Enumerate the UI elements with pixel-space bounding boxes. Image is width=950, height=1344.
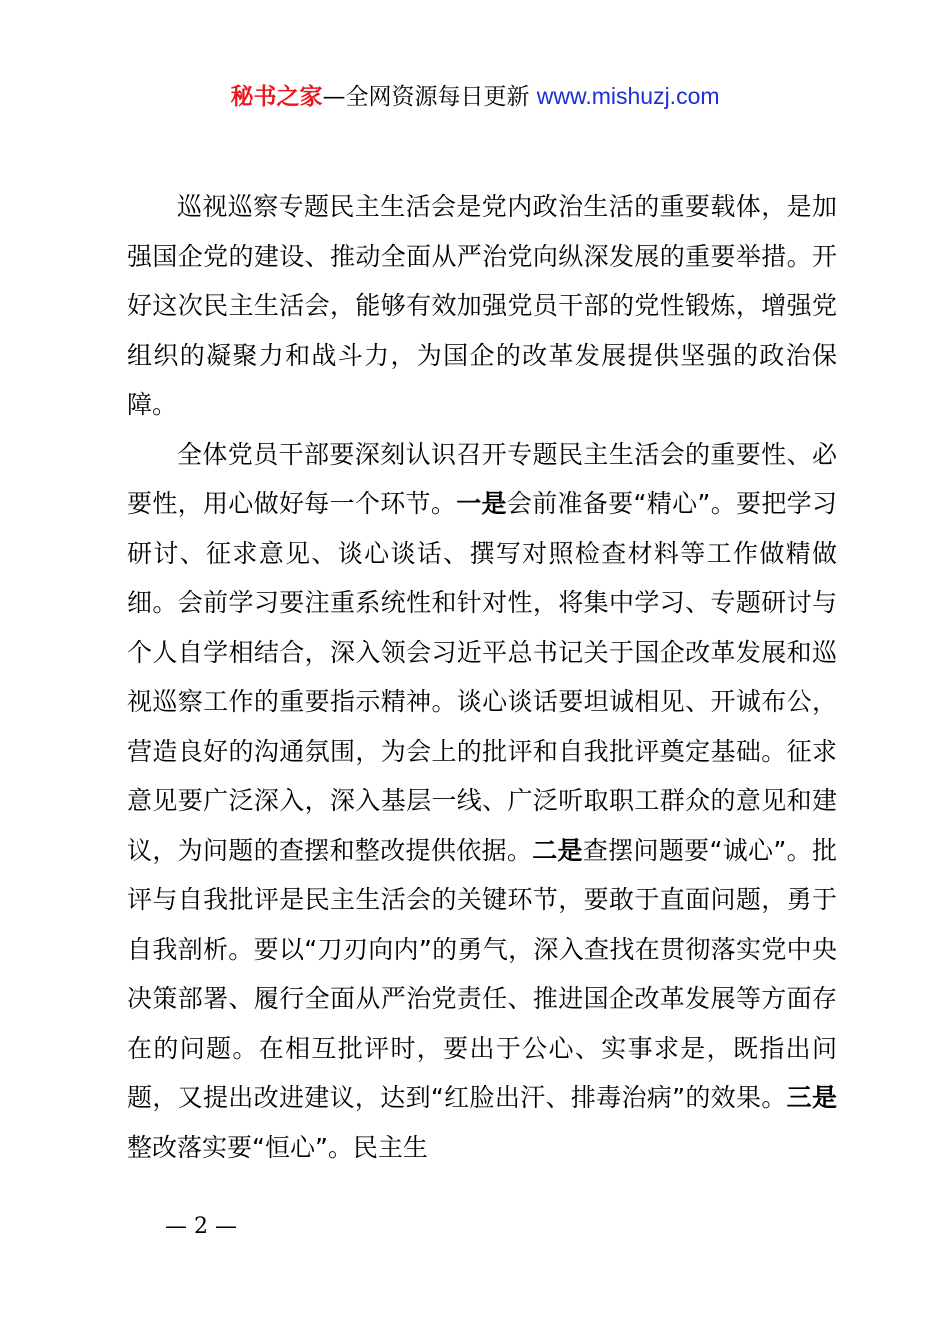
header-tagline: —全网资源每日更新 — [322, 84, 530, 110]
point-marker-three: 三是 — [786, 1083, 837, 1112]
site-header — [0, 78, 950, 115]
paragraph — [127, 430, 837, 1173]
site-url-link[interactable]: www.mishuzj.com — [536, 83, 720, 109]
paragraph-text: 巡视巡察专题民主生活会是党内政治生活的重要载体，是加强国企党的建设、推动全面从严治党向纵深发展的重要举措。开好这次民主生活会，能够有效加强党员干部的党性锻炼，增强党组织的凝聚力和战斗力，为国企的改革发展提供坚强的政治保障。 — [127, 192, 837, 419]
paragraph-text: 整改落实要“恒心”。民主生 — [127, 1132, 428, 1162]
paragraph-text: 全体党员干部要深刻认识召开专题民主生活会的重要性、必要性，用心做好每一个环节。 — [127, 439, 837, 518]
paragraph-text: 会前准备要“精心”。要把学习研讨、征求意见、谈心谈话、撰写对照检查材料等工作做精做细。会前学习要注重系统性和针对性，将集中学习、专题研讨与个人自学相结合，深入领会习近平总书记关于国企改革发展和巡视巡察工作的重要指示精神。谈心谈话要坦诚相见、开诚布公，营造良好的沟通氛围，为会上的批评和自我批评奠定基础。征求意见要广泛深入，深入基层一线、广泛听取职工群众的意见和建议，为问题的查摆和整改提供依据。 — [127, 489, 837, 865]
document-body — [127, 182, 837, 1172]
page-number: — 2 — — [165, 1214, 237, 1239]
paragraph — [127, 182, 837, 430]
brand-name: 秘书之家 — [230, 84, 323, 110]
paragraph-text: 查摆问题要“诚心”。批评与自我批评是民主生活会的关键环节，要敢于直面问题，勇于自我剖析。要以“刀刃向内”的勇气，深入查找在贯彻落实党中央决策部署、履行全面从严治党责任、推进国企改革发展等方面存在的问题。在相互批评时，要出于公心、实事求是，既指出问题，又提出改进建议，达到“红脸出汗、排毒治病”的效果。 — [127, 835, 837, 1112]
point-marker-two: 二是 — [532, 835, 583, 865]
point-marker-one: 一是 — [456, 489, 507, 518]
